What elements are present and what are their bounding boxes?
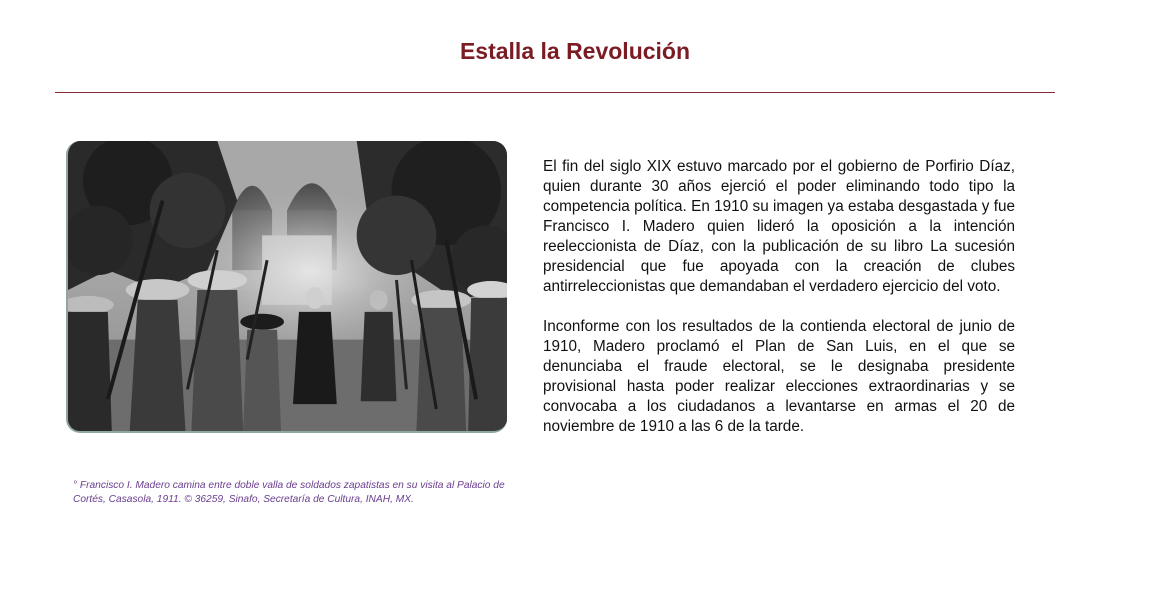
title-divider	[55, 92, 1055, 93]
article-body	[543, 157, 1015, 457]
historical-photo	[66, 141, 507, 433]
paragraph: Inconforme con los resultados de la contienda electoral de junio de 1910, Madero proclamó el Plan de San Luis, en el que se denunciaba el fraude electoral, se le designaba presidente provisional hasta poder realizar elecciones extraordinarias y se convocaba a los ciudadanos a levantarse en armas el 20 de noviembre de 1910 a las 6 de la tarde.	[543, 318, 1015, 435]
photo-icon	[68, 141, 507, 431]
paragraph: El fin del siglo XIX estuvo marcado por el gobierno de Porfirio Díaz, quien durante 30 años ejerció el poder eliminando todo tipo la competencia política. En 1910 su imagen ya estaba desgastada y fue Francisco I. Madero quien lideró la oposición a la intención reeleccionista de Díaz, con la publicación de su libro La sucesión presidencial que fue apoyada con la creación de clubes antirreleccionistas que demandaban el verdadero ejercicio del voto.	[543, 158, 1015, 295]
photo-caption: ° Francisco I. Madero camina entre doble valla de soldados zapatistas en su visita al Palacio de Cortés, Casasola, 1911. © 36259, Sinafo, Secretaría de Cultura, INAH, MX.	[73, 480, 505, 505]
page-title: Estalla la Revolución	[459, 38, 691, 64]
